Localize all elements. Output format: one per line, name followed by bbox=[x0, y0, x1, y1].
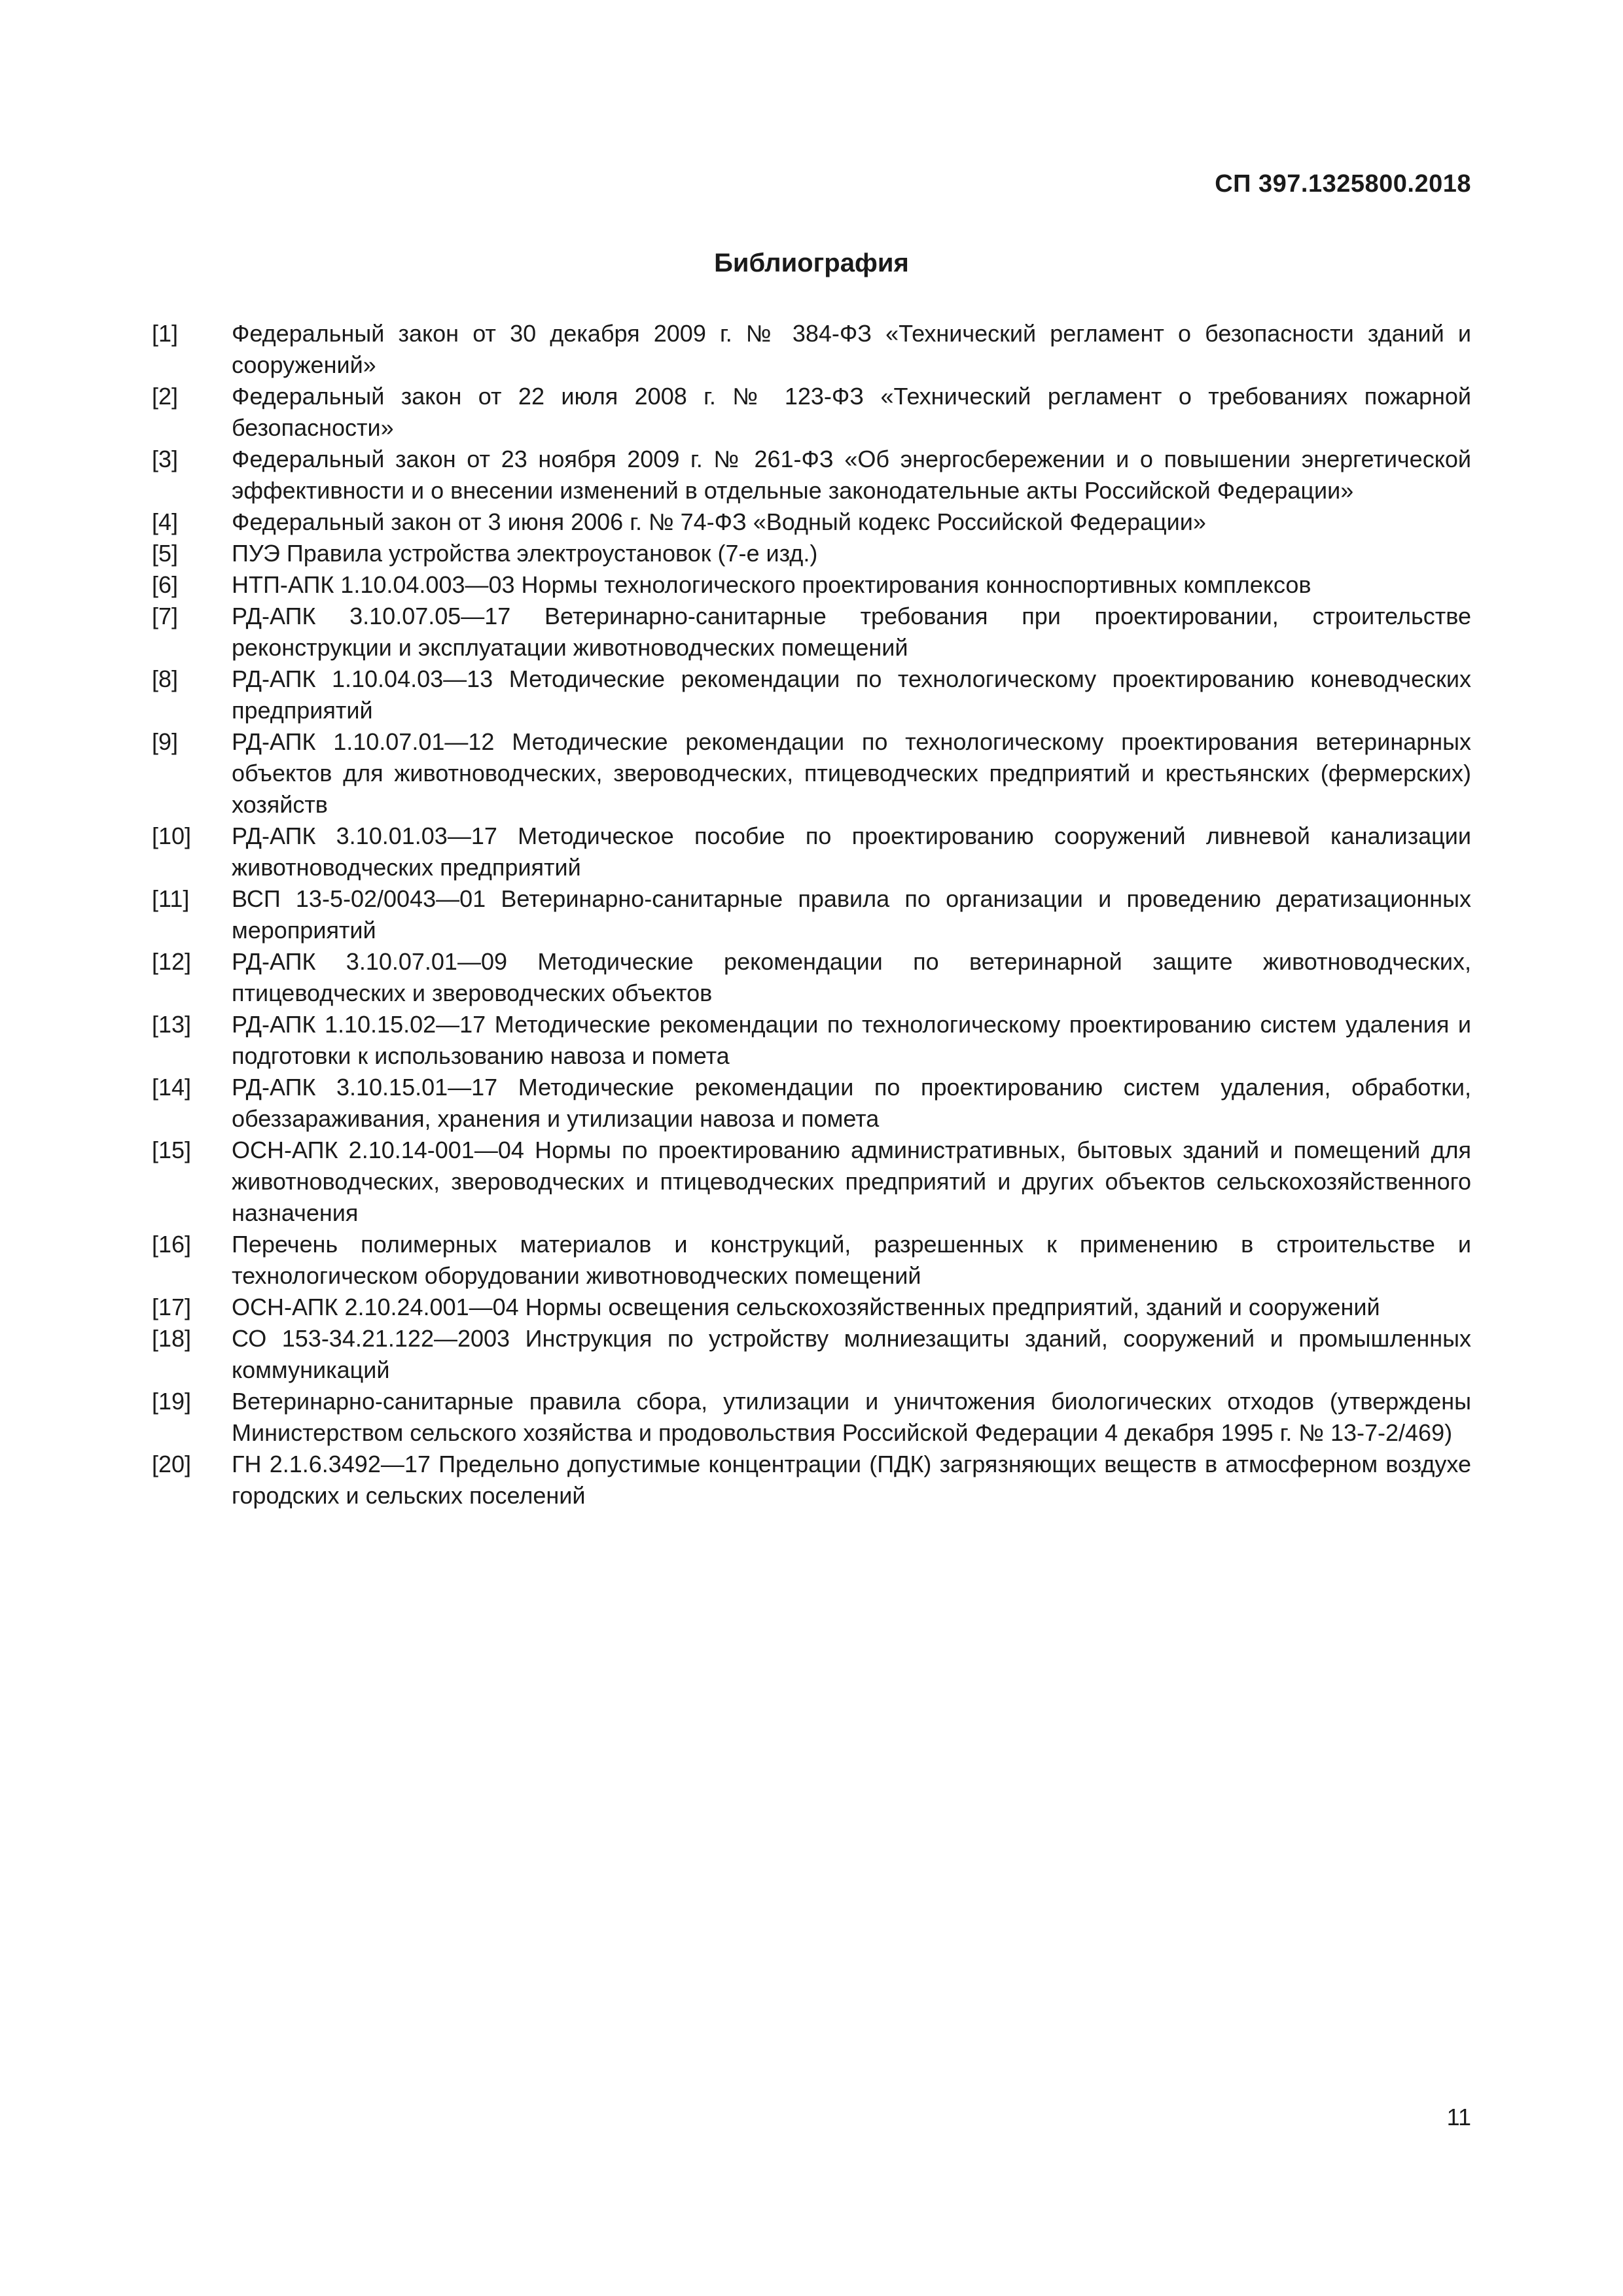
bibliography-item bbox=[152, 1009, 1471, 1072]
page-number: 11 bbox=[1446, 2104, 1471, 2130]
bibliography-number: [6] bbox=[152, 571, 179, 598]
bibliography-text: РД-АПК 3.10.07.01—09 Методические рекомендации по ветеринарной защите животноводческих, птицеводческих и звероводческих объектов bbox=[232, 948, 1471, 1006]
bibliography-text: ПУЭ Правила устройства электроустановок (7-е изд.) bbox=[232, 540, 818, 567]
bibliography-number: [11] bbox=[152, 885, 190, 912]
bibliography-number: [13] bbox=[152, 1011, 192, 1038]
bibliography-number: [17] bbox=[152, 1294, 192, 1320]
bibliography-item bbox=[152, 538, 1471, 569]
bibliography-item bbox=[152, 1449, 1471, 1511]
bibliography-number: [1] bbox=[152, 320, 179, 347]
bibliography-text: Федеральный закон от 3 июня 2006 г. № 74-ФЗ «Водный кодекс Российской Федерации» bbox=[232, 508, 1206, 535]
bibliography-text: СО 153-34.21.122—2003 Инструкция по устройству молниезащиты зданий, сооружений и промышленных коммуникаций bbox=[232, 1325, 1471, 1383]
bibliography-text: ГН 2.1.6.3492—17 Предельно допустимые концентрации (ПДК) загрязняющих веществ в атмосферном воздухе городских и сельских поселений bbox=[232, 1451, 1471, 1509]
bibliography-item bbox=[152, 821, 1471, 883]
bibliography-text: ОСН-АПК 2.10.14-001—04 Нормы по проектированию административных, бытовых зданий и помещений для животноводческих, звероводческих и птицеводческих предприятий и других объектов сельскохозяйственного назначения bbox=[232, 1137, 1471, 1226]
bibliography-item bbox=[152, 569, 1471, 601]
bibliography-item bbox=[152, 1135, 1471, 1229]
bibliography-number: [10] bbox=[152, 822, 192, 849]
bibliography-text: РД-АПК 1.10.04.03—13 Методические рекомендации по технологическому проектированию коневодческих предприятий bbox=[232, 665, 1471, 724]
bibliography-item bbox=[152, 1072, 1471, 1135]
bibliography-text: ОСН-АПК 2.10.24.001—04 Нормы освещения сельскохозяйственных предприятий, зданий и сооружений bbox=[232, 1294, 1380, 1320]
bibliography-number: [2] bbox=[152, 383, 179, 410]
bibliography-item bbox=[152, 1323, 1471, 1386]
section-title: Библиография bbox=[714, 249, 909, 277]
bibliography-number: [9] bbox=[152, 728, 179, 755]
bibliography-text: РД-АПК 3.10.07.05—17 Ветеринарно-санитарные требования при проектировании, строительстве реконструкции и эксплуатации животноводческих помещений bbox=[232, 603, 1471, 661]
bibliography-number: [5] bbox=[152, 540, 179, 567]
bibliography-text: РД-АПК 1.10.15.02—17 Методические рекомендации по технологическому проектированию систем удаления и подготовки к использованию навоза и помета bbox=[232, 1011, 1471, 1069]
bibliography-number: [7] bbox=[152, 603, 179, 629]
bibliography-text: Федеральный закон от 22 июля 2008 г. № 123-ФЗ «Технический регламент о требованиях пожарной безопасности» bbox=[232, 383, 1471, 441]
bibliography-list bbox=[152, 318, 1471, 1511]
bibliography-text: РД-АПК 1.10.07.01—12 Методические рекомендации по технологическому проектирования ветеринарных объектов для животноводческих, звероводческих, птицеводческих предприятий и крестьянских (фермерских) хозяйств bbox=[232, 728, 1471, 818]
bibliography-item bbox=[152, 318, 1471, 381]
bibliography-text: ВСП 13-5-02/0043—01 Ветеринарно-санитарные правила по организации и проведению дератизационных мероприятий bbox=[232, 885, 1471, 944]
bibliography-item bbox=[152, 1229, 1471, 1292]
bibliography-number: [16] bbox=[152, 1231, 192, 1258]
bibliography-item bbox=[152, 601, 1471, 663]
bibliography-item bbox=[152, 663, 1471, 726]
bibliography-text: РД-АПК 3.10.15.01—17 Методические рекомендации по проектированию систем удаления, обработки, обеззараживания, хранения и утилизации навоза и помета bbox=[232, 1074, 1471, 1132]
bibliography-text: НТП-АПК 1.10.04.003—03 Нормы технологического проектирования конноспортивных комплексов bbox=[232, 571, 1311, 598]
bibliography-item bbox=[152, 946, 1471, 1009]
bibliography-item bbox=[152, 883, 1471, 946]
bibliography-item bbox=[152, 1386, 1471, 1449]
bibliography-number: [8] bbox=[152, 665, 179, 692]
bibliography-number: [3] bbox=[152, 446, 179, 472]
bibliography-text: Перечень полимерных материалов и конструкций, разрешенных к применению в строительстве и технологическом оборудовании животноводческих помещений bbox=[232, 1231, 1471, 1289]
bibliography-number: [20] bbox=[152, 1451, 192, 1477]
bibliography-number: [18] bbox=[152, 1325, 192, 1352]
bibliography-text: РД-АПК 3.10.01.03—17 Методическое пособие по проектированию сооружений ливневой канализации животноводческих предприятий bbox=[232, 822, 1471, 881]
bibliography-number: [12] bbox=[152, 948, 192, 975]
bibliography-text: Федеральный закон от 23 ноября 2009 г. № 261-ФЗ «Об энергосбережении и о повышении энергетической эффективности и о внесении изменений в отдельные законодательные акты Российской Федерации» bbox=[232, 446, 1471, 504]
bibliography-item bbox=[152, 506, 1471, 538]
bibliography-item bbox=[152, 726, 1471, 821]
bibliography-text: Федеральный закон от 30 декабря 2009 г. № 384-ФЗ «Технический регламент о безопасности зданий и сооружений» bbox=[232, 320, 1471, 378]
bibliography-number: [15] bbox=[152, 1137, 192, 1163]
bibliography-number: [14] bbox=[152, 1074, 192, 1101]
bibliography-text: Ветеринарно-санитарные правила сбора, утилизации и уничтожения биологических отходов (утверждены Министерством сельского хозяйства и продовольствия Российской Федерации 4 декабря 1995 г. № 13-7-2/469) bbox=[232, 1388, 1471, 1446]
bibliography-item bbox=[152, 381, 1471, 444]
document-code: СП 397.1325800.2018 bbox=[1215, 170, 1471, 198]
bibliography-item bbox=[152, 1292, 1471, 1323]
bibliography-number: [4] bbox=[152, 508, 179, 535]
bibliography-item bbox=[152, 444, 1471, 506]
bibliography-number: [19] bbox=[152, 1388, 192, 1415]
